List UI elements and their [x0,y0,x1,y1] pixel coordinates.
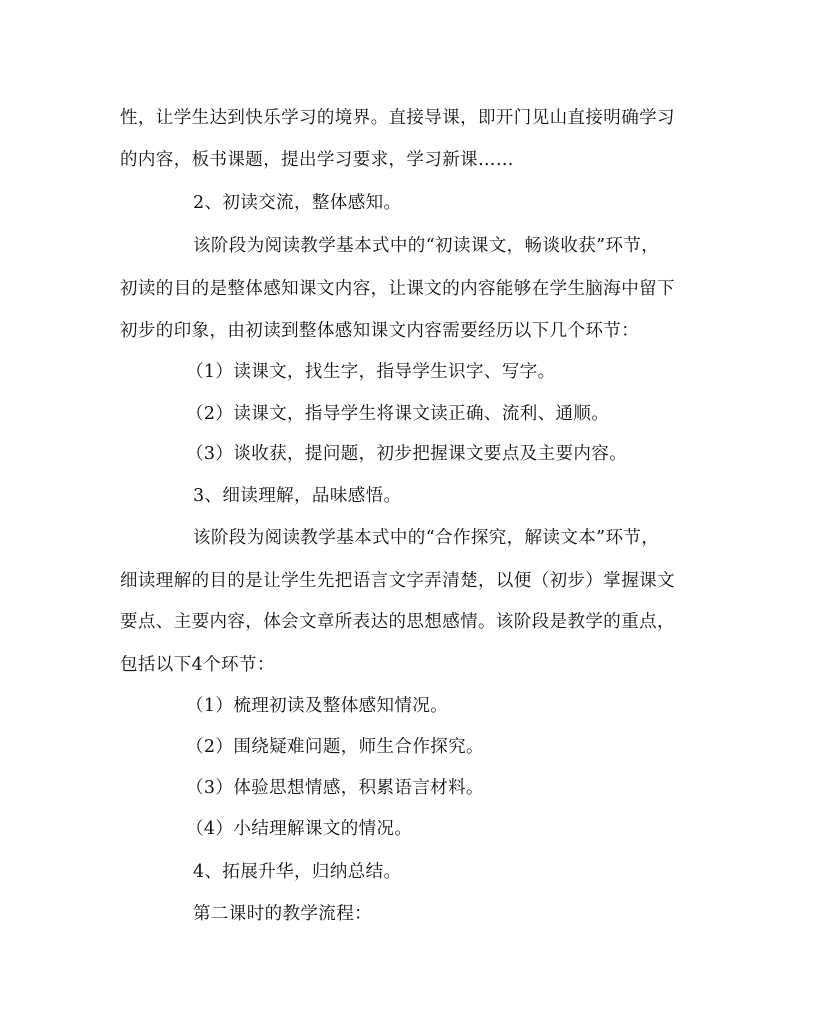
paragraph-line: 的内容，板书课题，提出学习要求，学习新课…… [120,150,514,170]
section-heading: 4、拓展升华，归纳总结。 [193,862,402,882]
paragraph-line: 要点、主要内容，体会文章所表达的思想感情。该阶段是教学的重点， [120,612,675,632]
paragraph-line: 细读理解的目的是让学生先把语言文字弄清楚，以便（初步）掌握课文 [120,571,675,591]
list-item: （1）梳理初读及整体感知情况。 [186,696,449,716]
list-item: （2）读课文，指导学生将课文读正确、流利、通顺。 [186,404,610,424]
section-heading: 第二课时的教学流程： [193,904,372,924]
list-item: （2）围绕疑难问题，师生合作探究。 [186,737,484,757]
paragraph-line: 初读的目的是整体感知课文内容，让课文的内容能够在学生脑海中留下 [120,279,675,299]
paragraph-line: 该阶段为阅读教学基本式中的“合作探究，解读文本”环节， [193,528,660,548]
list-item: （4）小结理解课文的情况。 [186,819,413,839]
paragraph-line: 该阶段为阅读教学基本式中的“初读课文，畅谈收获”环节， [193,236,660,256]
list-item: （1）读课文，找生字，指导学生识字、写字。 [186,362,556,382]
section-heading: 2、初读交流，整体感知。 [193,193,402,213]
paragraph-line: 初步的印象，由初读到整体感知课文内容需要经历以下几个环节： [120,321,640,341]
paragraph-line: 包括以下4个环节： [120,655,275,675]
paragraph-line: 性，让学生达到快乐学习的境界。直接导课，即开门见山直接明确学习 [120,108,675,128]
list-item: （3）体验思想情感，积累语言材料。 [186,778,484,798]
list-item: （3）谈收获，提问题，初步把握课文要点及主要内容。 [186,444,628,464]
section-heading: 3、细读理解，品味感悟。 [193,486,402,506]
